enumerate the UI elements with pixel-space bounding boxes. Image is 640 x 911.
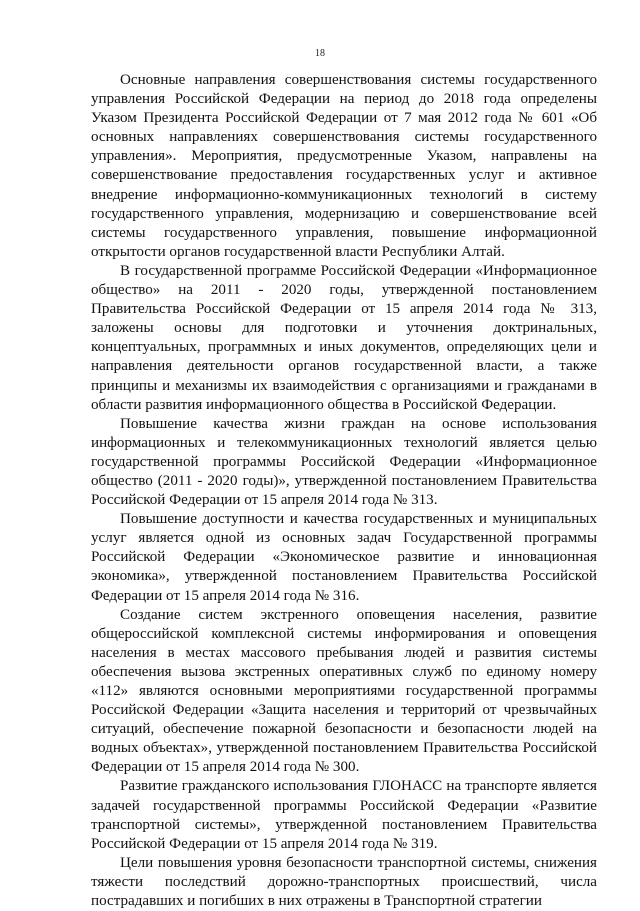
paragraph: Развитие гражданского использования ГЛОНАСС на транспорте является задачей государственной программы Российской Федерации «Развитие транспортной системы», утвержденной постановлением Правительства Российской Федерации от 15 апреля 2014 года № 319. (91, 778, 597, 852)
paragraph: Цели повышения уровня безопасности транспортной системы, снижения тяжести последствий дорожно-транспортных происшествий, числа пострадавших и погибших в них отражены в Транспортной стратегии (91, 854, 597, 910)
document-body (91, 71, 597, 911)
paragraph: Создание систем экстренного оповещения населения, развитие общероссийской комплексной системы информирования и оповещения населения в местах массового пребывания людей и развития системы обеспечения вызова экстренных оперативных служб по единому номеру «112» являются основными мероприятиями государственной программы Российской Федерации «Защита населения и территорий от чрезвычайных ситуаций, обеспечение пожарной безопасности и безопасности людей на водных объектах», утвержденной постановлением Правительства Российской Федерации от 15 апреля 2014 года № 300. (91, 606, 597, 776)
page-number: 18 (315, 48, 325, 59)
paragraph: Повышение доступности и качества государственных и муниципальных услуг является одной из основных задач Государственной программы Российской Федерации «Экономическое развитие и инновационная экономика», утвержденной постановлением Правительства Российской Федерации от 15 апреля 2014 года № 316. (91, 511, 597, 604)
paragraph: В государственной программе Российской Федерации «Информационное общество» на 2011 - 2020 годы, утвержденной постановлением Правительства Российской Федерации от 15 апреля 2014 года № 313, заложены основы для подготовки и уточнения доктринальных, концептуальных, программных и иных документов, определяющих цели и направления деятельности органов государственной власти, а также принципы и механизмы их взаимодействия с организациями и гражданами в области развития информационного общества в Российской Федерации. (91, 262, 597, 413)
paragraph: Основные направления совершенствования системы государственного управления Российской Федерации на период до 2018 года определены Указом Президента Российской Федерации от 7 мая 2012 года № 601 «Об основных направлениях совершенствования системы государственного управления». Мероприятия, предусмотренные Указом, направлены на совершенствование предоставления государственных услуг и активное внедрение информационно-коммуникационных технологий в систему государственного управления, модернизацию и совершенствование всей системы государственного управления, повышение информационной открытости органов государственной власти Республики Алтай. (91, 72, 597, 260)
paragraph: Повышение качества жизни граждан на основе использования информационных и телекоммуникационных технологий является целью государственной программы Российской Федерации «Информационное общество (2011 - 2020 годы)», утвержденной постановлением Правительства Российской Федерации от 15 апреля 2014 года № 313. (91, 415, 597, 509)
